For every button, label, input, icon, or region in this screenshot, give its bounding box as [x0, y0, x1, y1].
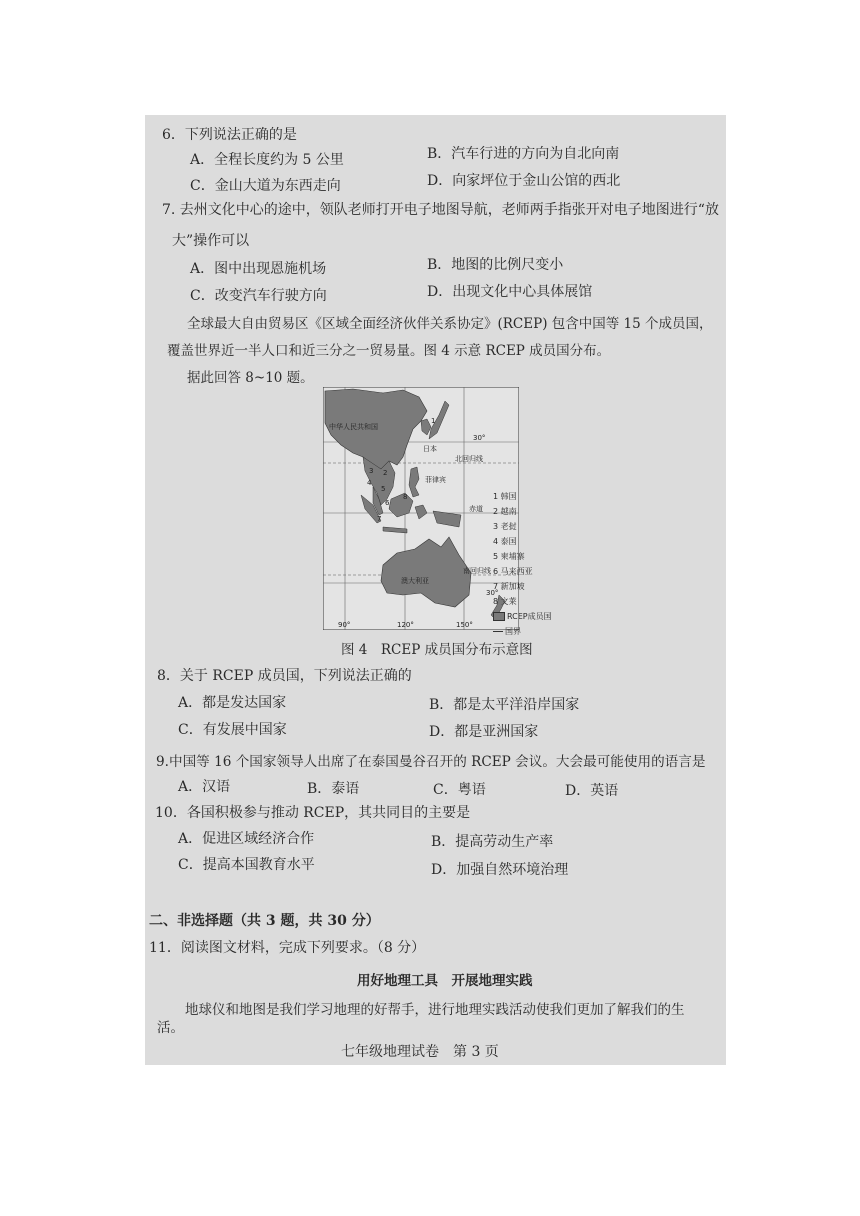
legend-item: 1 韩国 — [493, 492, 517, 501]
q7-stem-line1: 7. 去州文化中心的途中，领队老师打开电子地图导航，老师两手指张开对电子地图进行“放 — [162, 202, 719, 218]
q8-option-b: B．都是太平洋沿岸国家 — [429, 697, 580, 713]
map-num-6: 6 — [385, 499, 390, 507]
q9-stem: 9.中国等 16 个国家领导人出席了在泰国曼谷召开的 RCEP 会议。大会最可能使用的语言是 — [156, 754, 706, 770]
q8-option-a: A．都是发达国家 — [178, 695, 287, 711]
q9-option-b: B．泰语 — [307, 781, 360, 797]
rcep-map — [323, 387, 519, 630]
q11-para-line2: 活。 — [157, 1020, 184, 1036]
label-lon120: 120° — [397, 621, 414, 629]
legend-member-swatch — [493, 612, 552, 622]
q9-option-a: A．汉语 — [178, 779, 231, 795]
map-num-8: 8 — [403, 493, 408, 501]
legend-item: 3 老挝 — [493, 522, 517, 531]
legend-item: 5 柬埔寨 — [493, 552, 525, 561]
page-footer: 七年级地理试卷 第 3 页 — [341, 1044, 499, 1060]
q9-option-c: C．粤语 — [433, 782, 486, 798]
label-lat30s: 30° — [486, 589, 499, 597]
q8-stem: 8．关于 RCEP 成员国，下列说法正确的 — [157, 668, 412, 684]
map-num-3: 3 — [369, 467, 374, 475]
part2-heading: 二、非选择题（共 3 题，共 30 分） — [149, 913, 380, 929]
q10-option-c: C．提高本国教育水平 — [178, 857, 315, 873]
q10-stem: 10．各国积极参与推动 RCEP，其共同目的主要是 — [155, 805, 471, 821]
q7-option-a: A．图中出现恩施机场 — [190, 261, 327, 277]
q6-stem: 6．下列说法正确的是 — [162, 127, 297, 143]
label-lon150: 150° — [456, 621, 473, 629]
legend-item: 8 文莱 — [493, 597, 517, 606]
q6-option-a: A．全程长度约为 5 公里 — [190, 152, 344, 168]
q7-option-d: D．出现文化中心具体展馆 — [427, 284, 593, 300]
figure-caption: 图 4 RCEP 成员国分布示意图 — [341, 642, 533, 658]
legend-item: 7 新加坡 — [493, 582, 525, 591]
border-line-icon — [493, 631, 503, 632]
exam-page — [145, 115, 726, 1065]
material-line3: 据此回答 8~10 题。 — [187, 370, 314, 386]
q8-option-d: D．都是亚洲国家 — [429, 724, 539, 740]
q10-option-b: B．提高劳动生产率 — [431, 834, 554, 850]
q6-option-b: B．汽车行进的方向为自北向南 — [427, 146, 620, 162]
q10-option-d: D．加强自然环境治理 — [431, 862, 569, 878]
label-lon90: 90° — [338, 621, 351, 629]
material-line1: 全球最大自由贸易区《区域全面经济伙伴关系协定》(RCEP) 包含中国等 15 个成员国， — [187, 316, 713, 332]
label-tropic-south: 南回归线 — [463, 567, 491, 575]
label-equator: 赤道 — [469, 505, 483, 513]
q6-option-d: D．向家坪位于金山公馆的西北 — [427, 173, 621, 189]
member-swatch-icon — [493, 612, 505, 621]
material-line2: 覆盖世界近一半人口和近三分之一贸易量。图 4 示意 RCEP 成员国分布。 — [167, 343, 611, 359]
map-num-1: 1 — [431, 417, 436, 425]
q7-option-b: B．地图的比例尺变小 — [427, 257, 564, 273]
legend-border-label: 国界 — [505, 627, 521, 636]
q8-option-c: C．有发展中国家 — [178, 722, 287, 738]
legend-item: 4 泰国 — [493, 537, 517, 546]
q11-stem: 11．阅读图文材料，完成下列要求。（8 分） — [149, 940, 426, 956]
q7-option-c: C．改变汽车行驶方向 — [190, 288, 327, 304]
label-philippines: 菲律宾 — [425, 476, 446, 484]
map-num-2: 2 — [383, 469, 388, 477]
label-china: 中华人民共和国 — [329, 423, 378, 431]
legend-item: 2 越南 — [493, 507, 517, 516]
q7-stem-line2: 大”操作可以 — [172, 233, 250, 249]
q11-title: 用好地理工具 开展地理实践 — [357, 973, 533, 989]
q10-option-a: A．促进区域经济合作 — [178, 831, 315, 847]
q9-option-d: D．英语 — [565, 783, 619, 799]
label-japan: 日本 — [423, 445, 437, 453]
label-tropic-north: 北回归线 — [455, 455, 483, 463]
map-num-4: 4 — [367, 479, 372, 487]
label-lat30n: 30° — [473, 434, 486, 442]
q11-para-line1: 地球仪和地图是我们学习地理的好帮手，进行地理实践活动使我们更加了解我们的生 — [185, 1002, 685, 1018]
q6-option-c: C．金山大道为东西走向 — [190, 178, 341, 194]
map-num-5: 5 — [381, 485, 386, 493]
legend-border-line — [493, 627, 521, 637]
legend-item: 6 马来西亚 — [493, 567, 533, 576]
label-australia: 澳大利亚 — [401, 577, 429, 585]
legend-member-label: RCEP成员国 — [507, 612, 552, 621]
map-num-7: 7 — [377, 515, 382, 523]
